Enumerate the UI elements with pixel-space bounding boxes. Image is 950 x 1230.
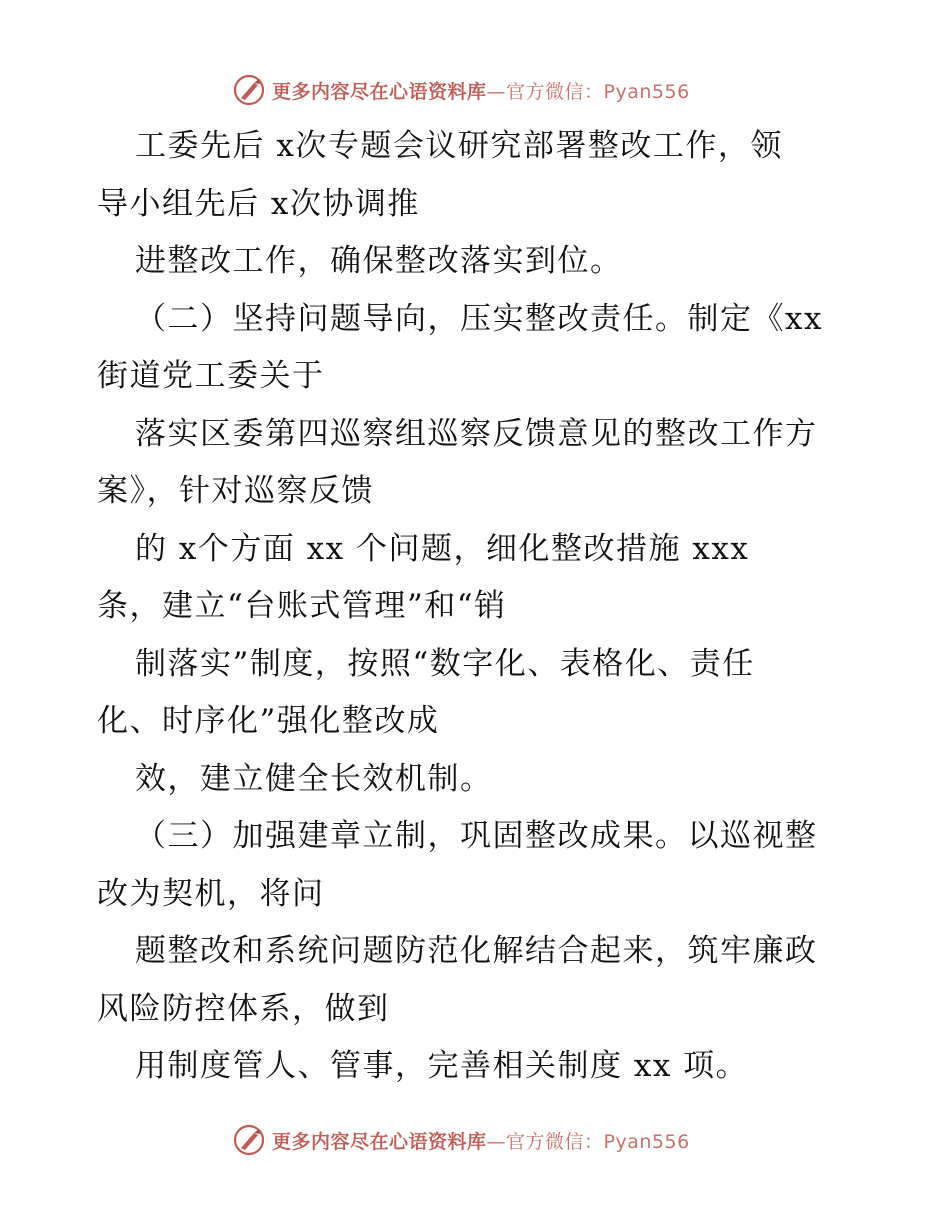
document-line: 进整改工作，确保整改落实到位。 — [135, 243, 623, 279]
document-line: 风险防控体系，做到 — [97, 990, 390, 1027]
document-line: 改为契机，将问 — [97, 875, 325, 912]
watermark-site-name: 更多内容尽在心语资料库 — [272, 80, 487, 103]
document-line: 的 x个方面 xx 个问题，细化整改措施 xxx — [135, 530, 750, 567]
document-line: 工委先后 x次专题会议研究部署整改工作，领 — [135, 128, 783, 164]
document-line: （二）坚持问题导向，压实整改责任。制定《xx — [135, 300, 823, 337]
document-line: 案》，针对巡察反馈 — [97, 473, 374, 509]
header-watermark — [232, 70, 690, 110]
watermark-text — [272, 1127, 690, 1154]
quill-pen-logo-icon — [232, 1123, 266, 1157]
document-line: 制落实”制度，按照“数字化、表格化、责任 — [135, 645, 755, 682]
document-line: 题整改和系统问题防范化解结合起来，筑牢廉政 — [135, 933, 818, 969]
document-line: 用制度管人、管事，完善相关制度 xx 项。 — [135, 1048, 749, 1084]
document-line: （三）加强建章立制，巩固整改成果。以巡视整 — [135, 818, 818, 854]
document-line: 导小组先后 x次协调推 — [97, 185, 420, 222]
document-line: 条，建立“台账式管理”和“销 — [97, 588, 507, 624]
document-line: 落实区委第四巡察组巡察反馈意见的整改工作方 — [135, 415, 818, 452]
watermark-separator: — — [486, 80, 507, 103]
document-line: 化、时序化”强化整改成 — [97, 703, 440, 739]
watermark-text — [272, 77, 690, 104]
footer-watermark — [232, 1120, 690, 1160]
watermark-site-name: 更多内容尽在心语资料库 — [272, 1130, 487, 1153]
watermark-wechat-label: 官方微信： — [506, 80, 604, 103]
watermark-wechat-id: Pyan556 — [603, 1130, 690, 1153]
document-line: 街道党工委关于 — [97, 358, 325, 394]
document-body — [97, 118, 897, 1096]
document-line: 效，建立健全长效机制。 — [135, 760, 493, 797]
quill-pen-logo-icon — [232, 73, 266, 107]
watermark-separator: — — [486, 1130, 507, 1153]
watermark-wechat-label: 官方微信： — [506, 1130, 604, 1153]
watermark-wechat-id: Pyan556 — [603, 80, 690, 103]
